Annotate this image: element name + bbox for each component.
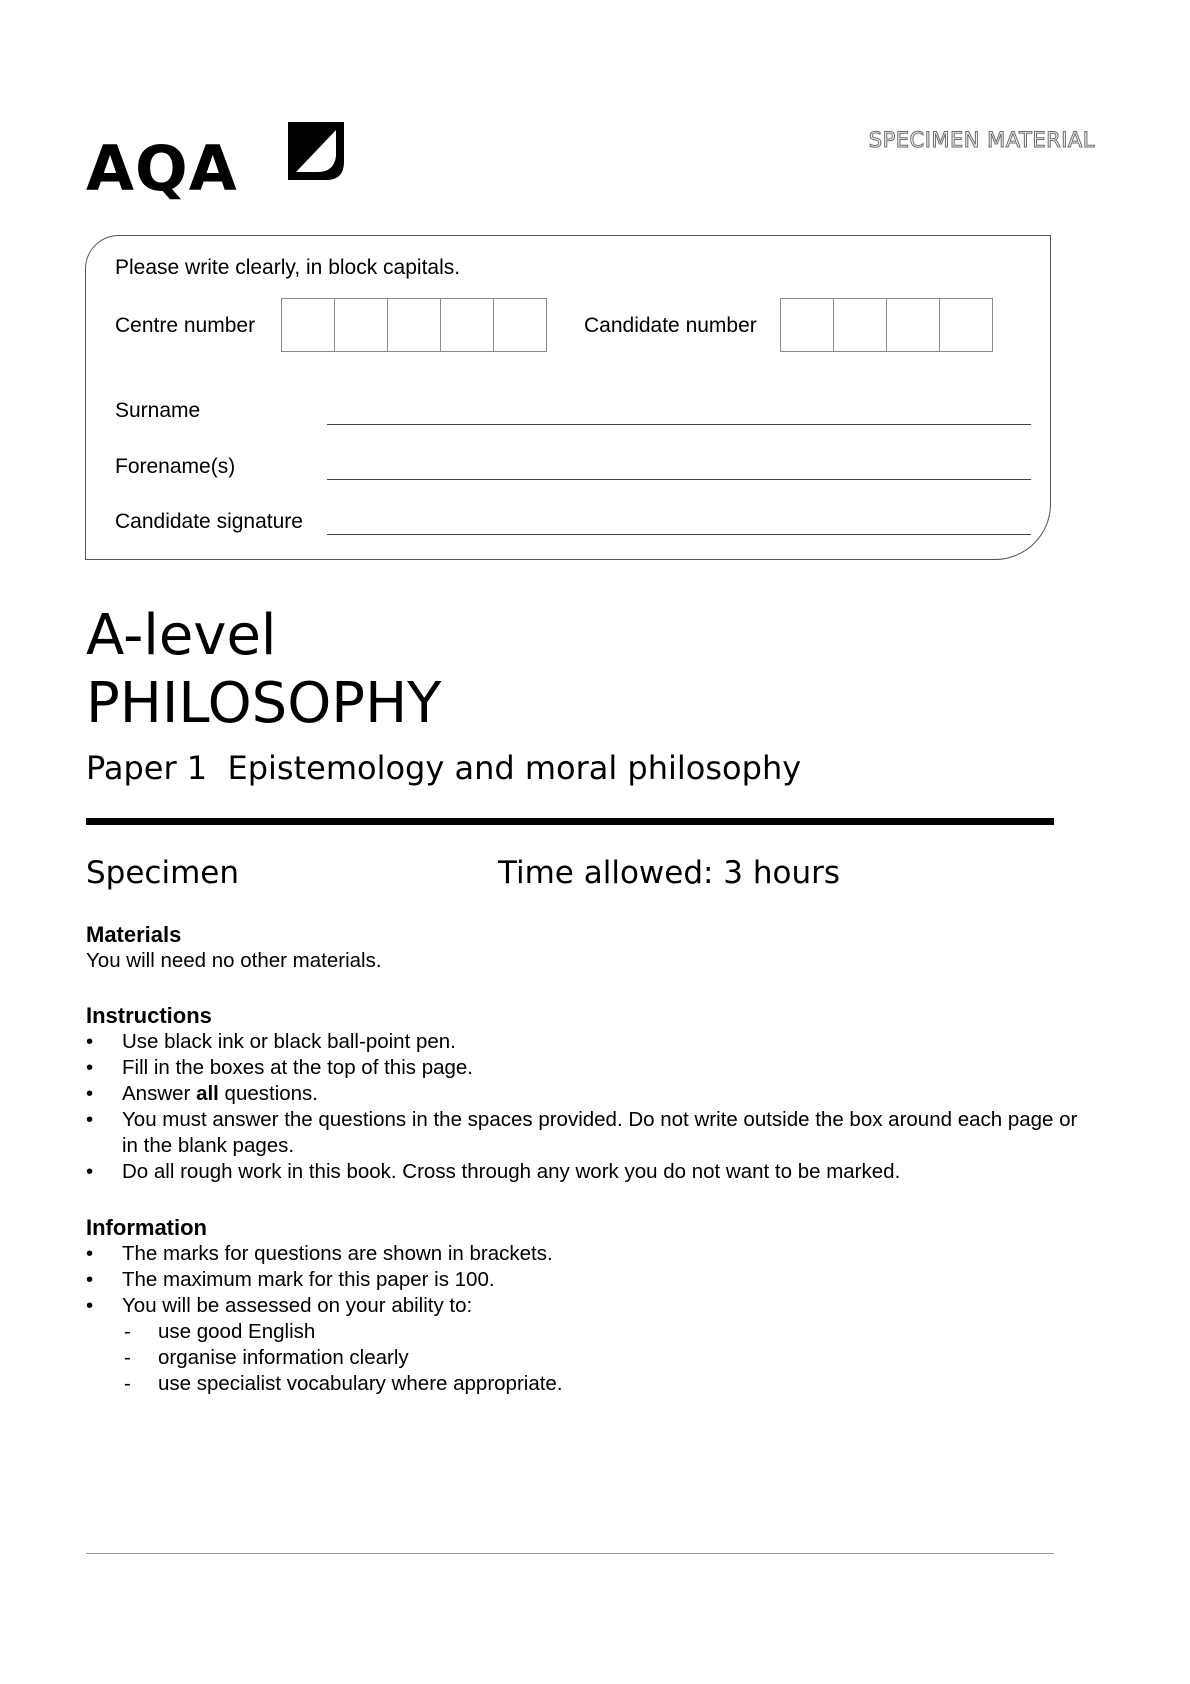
- specimen-label: Specimen: [86, 855, 240, 891]
- assessment-criteria-list: [86, 1319, 1096, 1397]
- centre-digit-box[interactable]: [334, 298, 388, 352]
- forenames-label: Forename(s): [115, 455, 236, 478]
- aqa-leaf-icon: [288, 122, 344, 182]
- list-item: [86, 1081, 1096, 1107]
- subject-title: PHILOSOPHY: [86, 671, 442, 736]
- logo-text: AQA: [86, 132, 238, 205]
- sub-list-item: - use good English: [86, 1319, 1096, 1345]
- surname-line[interactable]: [327, 424, 1031, 425]
- emphasis-all: all: [196, 1082, 219, 1105]
- list-item: • Do all rough work in this book. Cross through any work you do not want to be marked.: [86, 1159, 1096, 1185]
- centre-number-boxes: [281, 298, 546, 352]
- instructions-section: [86, 1003, 1096, 1185]
- materials-text: You will need no other materials.: [86, 949, 382, 972]
- information-heading: Information: [86, 1215, 207, 1240]
- aqa-logo: [86, 120, 346, 220]
- candidate-number-boxes: [780, 298, 992, 352]
- instructions-heading: Instructions: [86, 1003, 212, 1028]
- candidate-digit-box[interactable]: [886, 298, 940, 352]
- forenames-line[interactable]: [327, 479, 1031, 480]
- list-item-text: Answer: [122, 1082, 197, 1105]
- list-item: • Fill in the boxes at the top of this page.: [86, 1055, 1096, 1081]
- list-item: • Use black ink or black ball-point pen.: [86, 1029, 1096, 1055]
- centre-digit-box[interactable]: [440, 298, 494, 352]
- centre-digit-box[interactable]: [493, 298, 547, 352]
- paper-title: Paper 1 Epistemology and moral philosophy: [86, 749, 802, 787]
- candidate-digit-box[interactable]: [780, 298, 834, 352]
- list-item: • You must answer the questions in the spaces provided. Do not write outside the box around each page or in the blank pages.: [86, 1107, 1096, 1159]
- candidate-digit-box[interactable]: [833, 298, 887, 352]
- materials-heading: Materials: [86, 922, 182, 947]
- materials-section: [86, 922, 1096, 974]
- qualification-level: A-level: [86, 603, 277, 668]
- title-divider: [86, 818, 1054, 825]
- centre-digit-box[interactable]: [387, 298, 441, 352]
- signature-line[interactable]: [327, 534, 1031, 535]
- list-item-text: questions.: [218, 1082, 319, 1105]
- sub-list-item: - use specialist vocabulary where appropriate.: [86, 1371, 1096, 1397]
- instructions-list: [86, 1029, 1096, 1185]
- surname-label: Surname: [115, 399, 201, 422]
- sub-list-item: - organise information clearly: [86, 1345, 1096, 1371]
- candidate-digit-box[interactable]: [939, 298, 993, 352]
- list-item: • The marks for questions are shown in brackets.: [86, 1241, 1096, 1267]
- centre-number-label: Centre number: [115, 314, 256, 337]
- information-section: [86, 1215, 1096, 1397]
- list-item: • The maximum mark for this paper is 100.: [86, 1267, 1096, 1293]
- specimen-material-tag: SPECIMEN MATERIAL: [868, 128, 1095, 152]
- candidate-number-label: Candidate number: [584, 314, 757, 337]
- time-allowed: Time allowed: 3 hours: [498, 855, 841, 891]
- block-capitals-instruction: Please write clearly, in block capitals.: [115, 256, 461, 279]
- information-list: [86, 1241, 1096, 1319]
- footer-divider: [86, 1553, 1054, 1554]
- centre-digit-box[interactable]: [281, 298, 335, 352]
- list-item: • You will be assessed on your ability to:: [86, 1293, 1096, 1319]
- candidate-signature-label: Candidate signature: [115, 510, 303, 533]
